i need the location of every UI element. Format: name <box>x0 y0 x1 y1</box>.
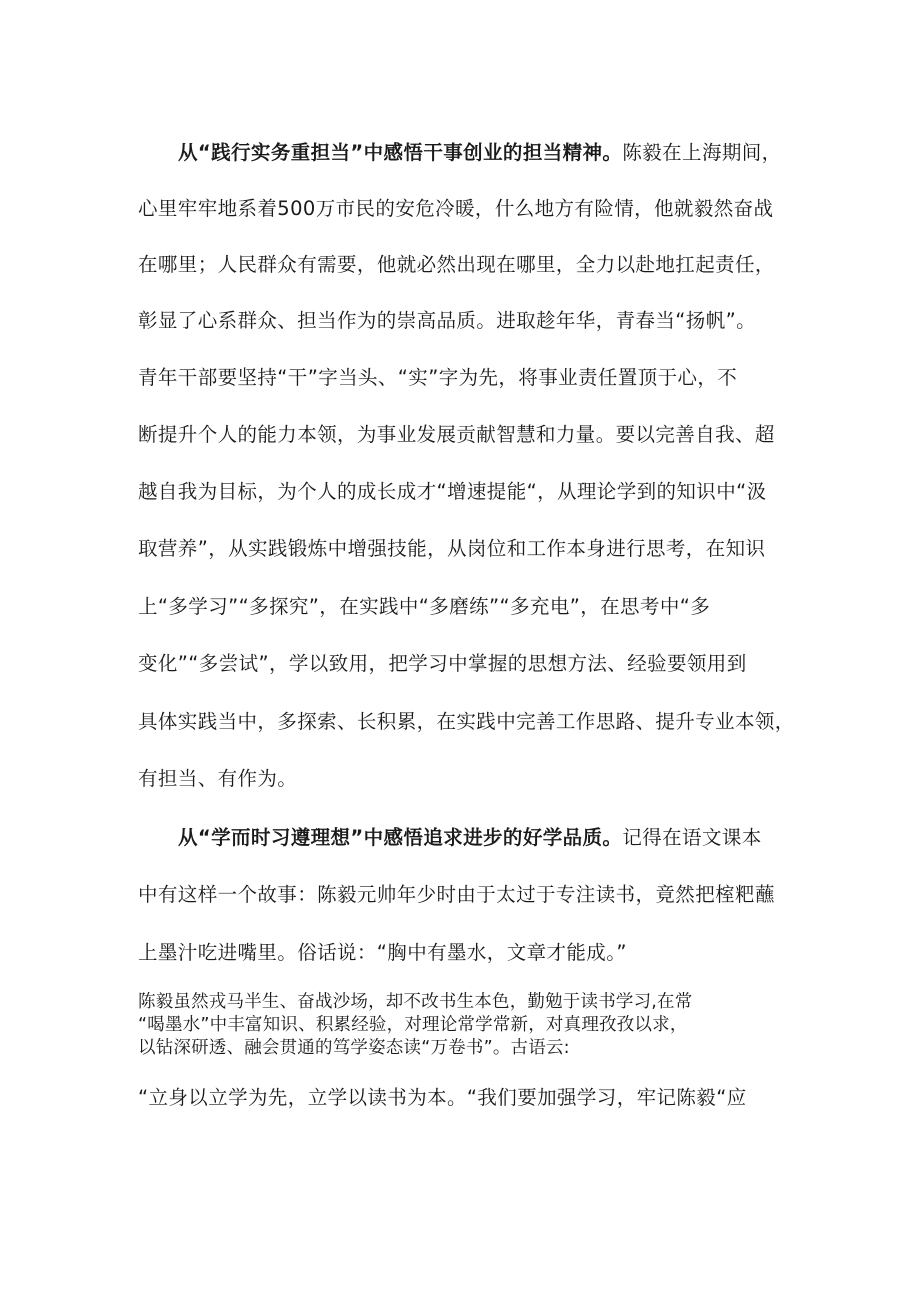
paragraph-1-line-9: 上“多学习”“多探究”，在实践中“多磨练”“多充电”，在思考中“多 <box>138 595 711 618</box>
paragraph-2-line-1 <box>178 826 838 850</box>
paragraph-1-line-2: 心里牢牢地系着500万市民的安危冷暖，什么地方有险情，他就毅然奋战 <box>138 197 774 220</box>
paragraph-1-heading: 从“践行实务重担当”中感悟干事创业的担当精神。 <box>178 141 623 164</box>
paragraph-1-line-3: 在哪里；人民群众有需要，他就必然出现在哪里，全力以赴地扛起责任， <box>138 253 775 276</box>
paragraph-1-line-11: 具体实践当中，多探索、长积累，在实践中完善工作思路、提升专业本领， <box>138 710 795 733</box>
paragraph-2-line-1-text: 记得在语文课本 <box>622 826 762 849</box>
paragraph-1-line-5: 青年干部要坚持“干”字当头、“实”字为先，将事业责任置顶于心，不 <box>138 366 738 389</box>
paragraph-2-line-3: 上墨汁吃进嘴里。俗话说：“胸中有墨水，文章才能成。” <box>138 941 627 964</box>
paragraph-3-line-2: “喝墨水”中丰富知识、积累经验，对理论常学常新，对真理孜孜以求， <box>138 1015 688 1035</box>
paragraph-1-line-12: 有担当、有作为。 <box>138 767 298 790</box>
paragraph-2-line-2: 中有这样一个故事：陈毅元帅年少时由于太过于专注读书，竟然把榁粑蘸 <box>138 883 775 906</box>
paragraph-1-line-8: 取营养”，从实践锻炼中增强技能，从岗位和工作本身进行思考，在知识 <box>138 537 766 560</box>
paragraph-1-line-4: 彰显了心系群众、担当作为的崇高品质。进取趁年华，青春当“扬帆”。 <box>138 309 757 332</box>
paragraph-1-line-1 <box>178 141 838 165</box>
paragraph-1-line-1-text: 陈毅在上海期间， <box>622 141 782 164</box>
paragraph-2-heading: 从“学而时习遵理想”中感悟追求进步的好学品质。 <box>178 826 623 849</box>
paragraph-1-line-6: 断提升个人的能力本领，为事业发展贡献智慧和力量。要以完善自我、超 <box>138 423 775 446</box>
paragraph-3-line-1: 陈毅虽然戎马半生、奋战沙场，却不改书生本色，勤勉于读书学习,在常 <box>138 992 693 1012</box>
paragraph-1-line-10: 变化”“多尝试”，学以致用，把学习中掌握的思想方法、经验要领用到 <box>138 652 747 675</box>
paragraph-4-line-1: “立身以立学为先，立学以读书为本。“我们要加强学习，牢记陈毅“应 <box>138 1086 747 1109</box>
paragraph-3-line-3: 以钻深研透、融会贯通的笃学姿态读“万卷书”。古语云: <box>138 1038 570 1058</box>
paragraph-1-line-7: 越自我为目标，为个人的成长成才“增速提能“，从理论学到的知识中“汲 <box>138 480 767 503</box>
